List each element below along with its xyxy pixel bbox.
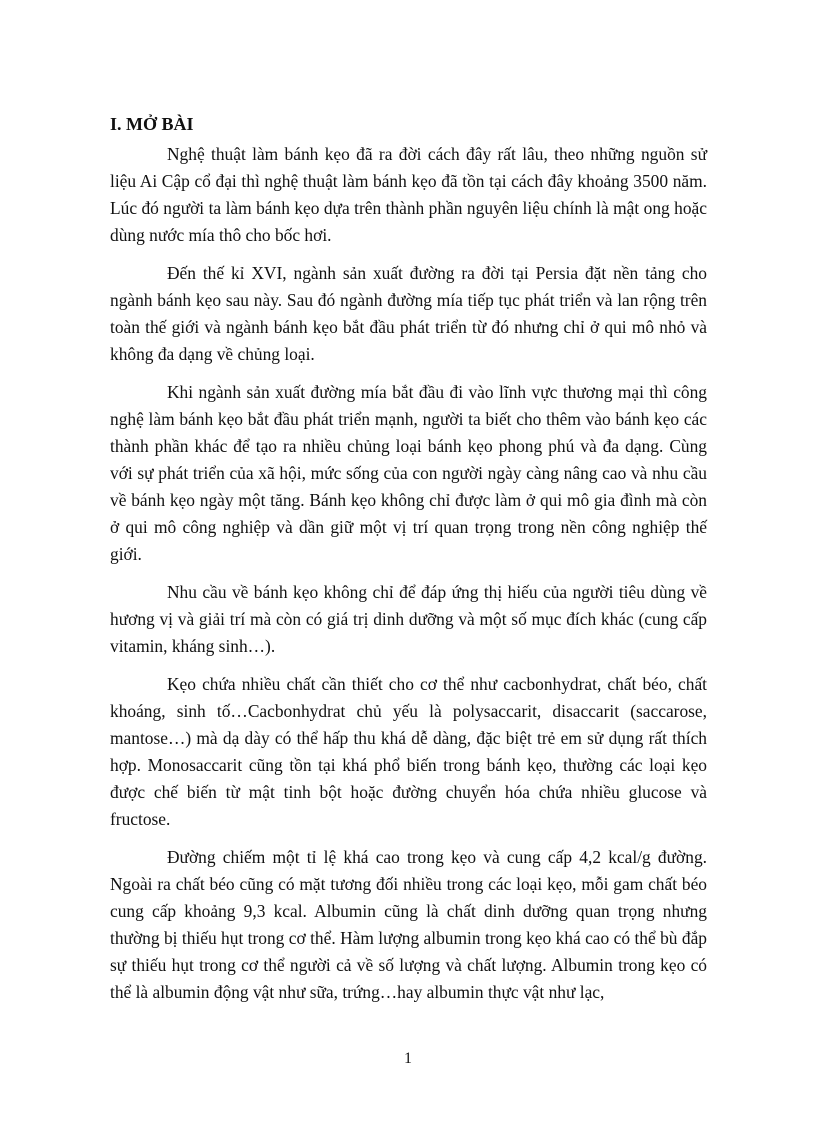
page-number: 1 [404, 1050, 412, 1067]
paragraph-5: Kẹo chứa nhiều chất cần thiết cho cơ thể như cacbonhydrat, chất béo, chất khoáng, sinh tố…Cacbonhydrat chủ yếu là polysaccarit, disaccarit (saccarose, mantose…) mà dạ dày có thể hấp thu khá dễ dàng, đặc biệt trẻ em sử dụng rất thích hợp. Monosaccarit cũng tồn tại khá phổ biến trong bánh kẹo, thường các loại kẹo được chế biến từ mật tinh bột hoặc đường chuyển hóa chứa nhiều glucose và fructose. [110, 674, 707, 829]
paragraph-4: Nhu cầu về bánh kẹo không chỉ để đáp ứng thị hiếu của người tiêu dùng về hương vị và giải trí mà còn có giá trị dinh dưỡng và một số mục đích khác (cung cấp vitamin, kháng sinh…). [110, 582, 707, 656]
page-content [110, 110, 707, 1017]
paragraph-2: Đến thế kỉ XVI, ngành sản xuất đường ra đời tại Persia đặt nền tảng cho ngành bánh kẹo sau này. Sau đó ngành đường mía tiếp tục phát triển và lan rộng trên toàn thế giới và ngành bánh kẹo bắt đầu phát triển từ đó nhưng chỉ ở qui mô nhỏ và không đa dạng về chủng loại. [110, 263, 707, 364]
paragraph-3: Khi ngành sản xuất đường mía bắt đầu đi vào lĩnh vực thương mại thì công nghệ làm bánh kẹo bắt đầu phát triển mạnh, người ta biết cho thêm vào bánh kẹo các thành phần khác để tạo ra nhiều chủng loại bánh kẹo phong phú và đa dạng. Cùng với sự phát triển của xã hội, mức sống của con người ngày càng nâng cao và nhu cầu về bánh kẹo ngày một tăng. Bánh kẹo không chỉ được làm ở qui mô gia đình mà còn ở qui mô công nghiệp và dần giữ một vị trí quan trọng trong nền công nghiệp thế giới. [110, 382, 707, 564]
paragraph-1: Nghệ thuật làm bánh kẹo đã ra đời cách đây rất lâu, theo những nguồn sử liệu Ai Cập cổ đại thì nghệ thuật làm bánh kẹo đã tồn tại cách đây khoảng 3500 năm. Lúc đó người ta làm bánh kẹo dựa trên thành phần nguyên liệu chính là mật ong hoặc dùng nước mía thô cho bốc hơi. [110, 144, 707, 245]
paragraph-6: Đường chiếm một tỉ lệ khá cao trong kẹo và cung cấp 4,2 kcal/g đường. Ngoài ra chất béo cũng có mặt tương đối nhiều trong các loại kẹo, mỗi gam chất béo cung cấp khoảng 9,3 kcal. Albumin cũng là chất dinh dưỡng quan trọng nhưng thường bị thiếu hụt trong cơ thể. Hàm lượng albumin trong kẹo khá cao có thể bù đắp sự thiếu hụt trong cơ thể người cả về số lượng và chất lượng. Albumin trong kẹo có thể là albumin động vật như sữa, trứng…hay albumin thực vật như lạc, [110, 847, 707, 1002]
section-heading: I. MỞ BÀI [110, 114, 194, 134]
